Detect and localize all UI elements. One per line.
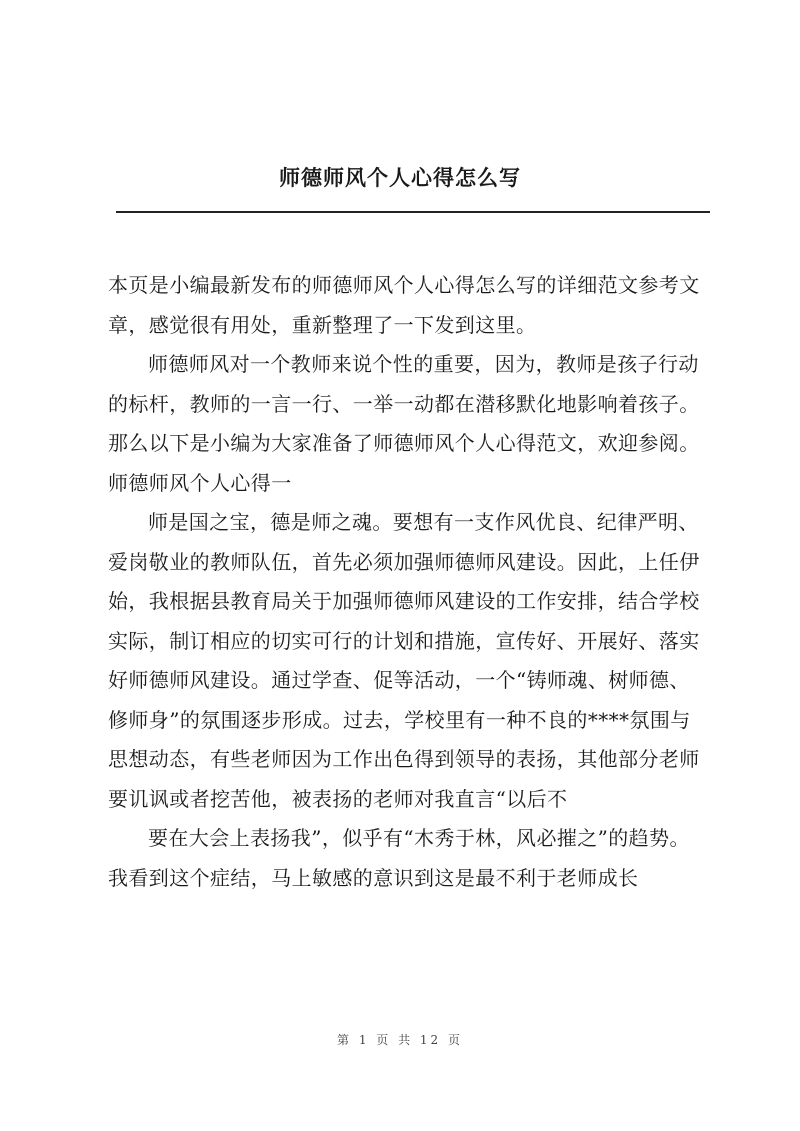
document-title: 师德师风个人心得怎么写: [279, 165, 521, 190]
paragraph-4: 要在大会上表扬我”，似乎有“木秀于林，风必摧之”的趋势。我看到这个症结，马上敏感的意识到这是最不利于老师成长: [108, 826, 690, 890]
paragraph-3: 师是国之宝，德是师之魂。要想有一支作风优良、纪律严明、爱岗敬业的教师队伍，首先必须加强师德师风建设。因此，上任伊始，我根据县教育局关于加强师德师风建设的工作安排，结合学校实际，制订相应的切实可行的计划和措施，宣传好、开展好、落实好师德师风建设。通过学查、促等活动，一个“铸师魂、树师德、修师身”的氛围逐步形成。过去，学校里有一种不良的****氛围与思想动态，有些老师因为工作出色得到领导的表扬，其他部分老师要讥讽或者挖苦他，被表扬的老师对我直言“以后不: [108, 510, 700, 811]
document-body: [108, 266, 731, 898]
page-number: 第 1 页 共 12 页: [337, 1033, 463, 1047]
intro-paragraph: 本页是小编最新发布的师德师风个人心得怎么写的详细范文参考文章，感觉很有用处，重新整理了一下发到这里。: [108, 273, 700, 337]
title-divider: [116, 211, 710, 213]
paragraph-2: 师德师风对一个教师来说个性的重要，因为，教师是孩子行动的标杆，教师的一言一行、一举一动都在潜移默化地影响着孩子。那么以下是小编为大家准备了师德师风个人心得范文，欢迎参阅。 师德师风个人心得一: [108, 352, 731, 495]
